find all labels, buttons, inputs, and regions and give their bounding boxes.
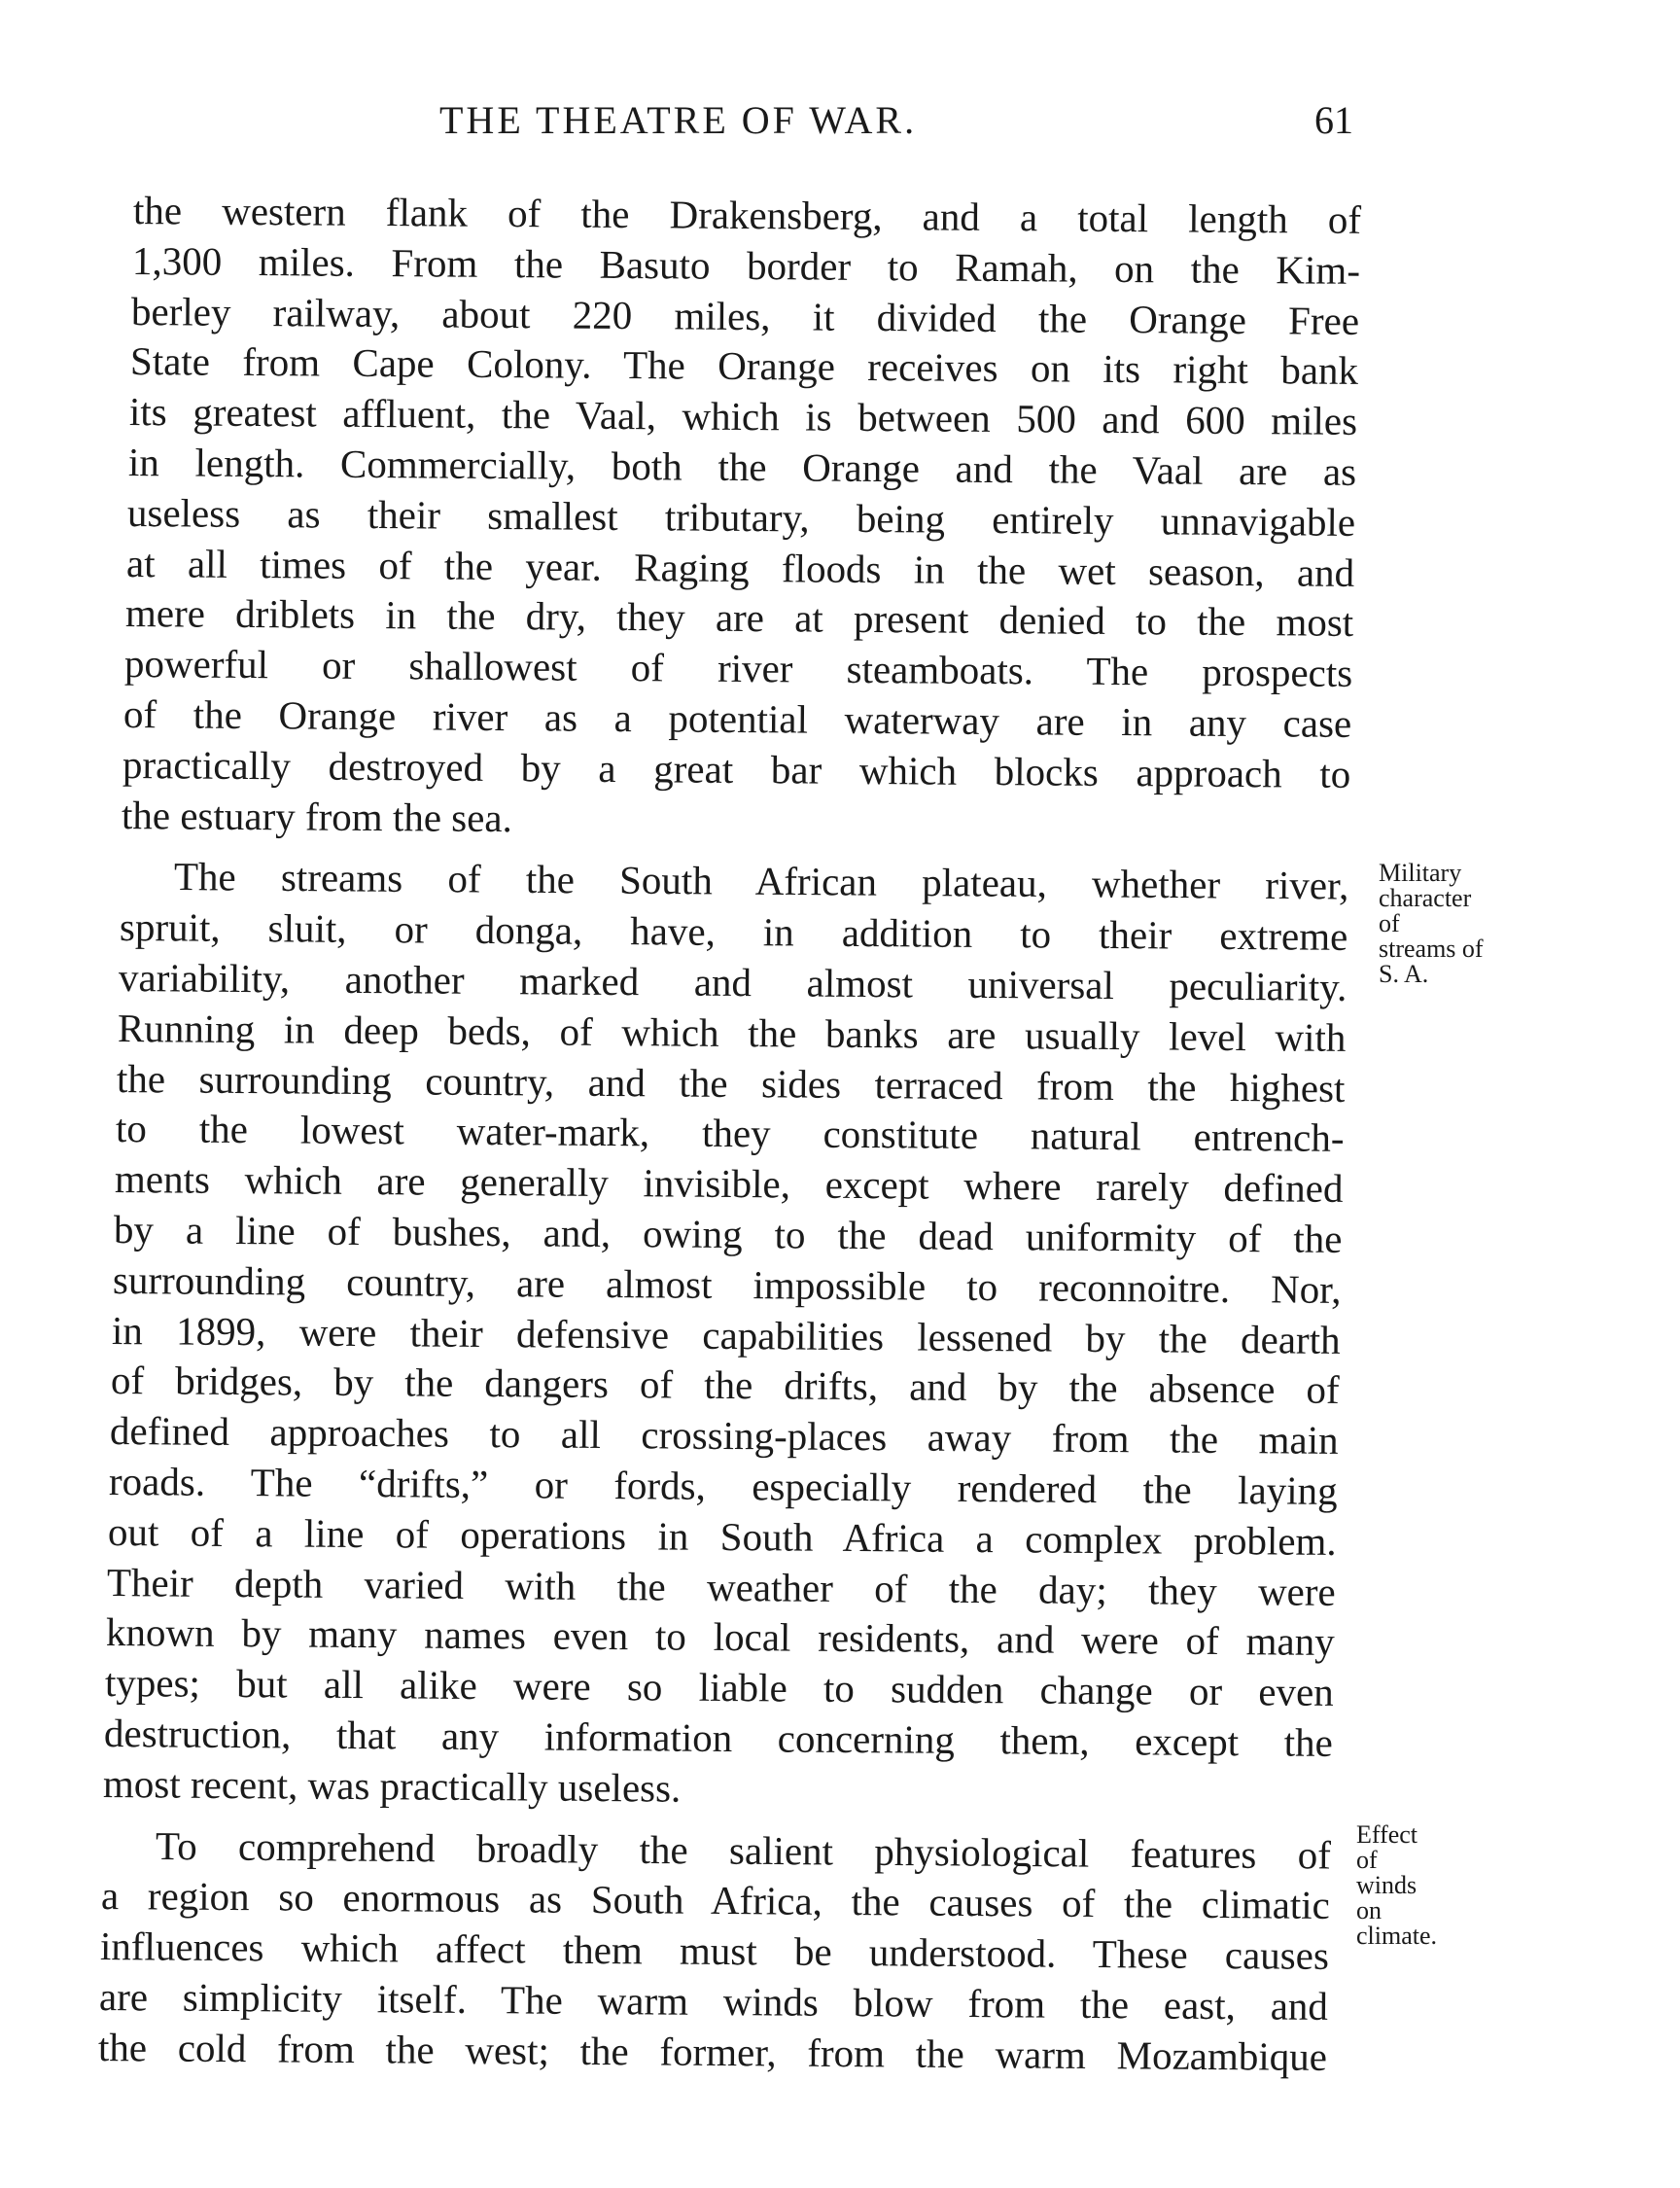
margin-note-line: of	[1356, 1846, 1378, 1874]
text-line: the cold from the west; the former, from the warm Mozambique	[97, 2024, 1328, 2079]
text-line: in 1899, were their defensive capabilities lessened by the dearth	[111, 1307, 1341, 1362]
text-line: The streams of the South African plateau, whether river,	[173, 854, 1349, 908]
margin-note-line: character	[1379, 884, 1472, 912]
text-line: the surrounding country, and the sides terraced from the highest	[116, 1055, 1346, 1111]
text-line: the estuary from the sea.	[121, 792, 513, 840]
text-line: berley railway, about 220 miles, it divided the Orange Free	[130, 288, 1360, 343]
margin-note-line: on	[1356, 1896, 1382, 1924]
text-line: of bridges, by the dangers of the drifts, and by the absence of	[110, 1358, 1340, 1413]
margin-note-line: streams of	[1379, 935, 1484, 963]
text-line: its greatest affluent, the Vaal, which is between 500 and 600 miles	[128, 389, 1358, 444]
text-line: Their depth varied with the weather of the day; they were	[106, 1559, 1336, 1614]
text-line: by a line of bushes, and, owing to the dead uniformity of the	[113, 1207, 1343, 1261]
text-line: spruit, sluit, or donga, have, in addition to their extreme	[119, 904, 1348, 960]
page-number: 61	[1314, 98, 1353, 142]
margin-note-line: Effect	[1356, 1820, 1418, 1849]
text-line: roads. The “drifts,” or fords, especially rendered the laying	[108, 1459, 1338, 1513]
text-line: ments which are generally invisible, except where rarely defined	[114, 1156, 1344, 1212]
text-line: To comprehend broadly the salient physiological features of	[155, 1822, 1332, 1878]
text-line: known by many names even to local residents, and were of many	[105, 1609, 1335, 1665]
margin-note-line: Military	[1379, 859, 1462, 887]
text-line: defined approaches to all crossing-places away from the main	[109, 1408, 1339, 1464]
margin-note-effect-of-winds	[1356, 1822, 1437, 1949]
text-line: Running in deep beds, of which the banks are usually level with	[117, 1005, 1347, 1060]
text-line: types; but all alike were so liable to sudden change or even	[104, 1660, 1334, 1715]
text-line: at all times of the year. Raging floods in the wet season, and	[125, 540, 1355, 595]
text-line: to the lowest water-mark, they constitute natural entrench-	[115, 1106, 1345, 1161]
text-line: out of a line of operations in South Africa a complex problem.	[107, 1508, 1337, 1564]
running-head: THE THEATRE OF WAR.	[439, 98, 918, 142]
text-line: State from Cape Colony. The Orange receives on its right bank	[129, 338, 1359, 394]
text-line: most recent, was practically useless.	[102, 1760, 682, 1811]
text-line: a region so enormous as South Africa, the causes of the climatic	[100, 1873, 1331, 1928]
text-line: are simplicity itself. The warm winds blow from the east, and	[98, 1974, 1329, 2029]
margin-note-line: climate.	[1356, 1922, 1438, 1950]
text-line: variability, another marked and almost universal peculiarity.	[118, 955, 1348, 1009]
text-line: destruction, that any information concerning them, except the	[103, 1711, 1333, 1765]
margin-note-line: S. A.	[1379, 960, 1429, 988]
text-line: 1,300 miles. From the Basuto border to Ramah, on the Kim-	[131, 237, 1361, 293]
text-line: useless as their smallest tributary, being entirely unnavigable	[126, 489, 1356, 545]
text-line: powerful or shallowest of river steamboats. The prospects	[123, 641, 1353, 696]
margin-note-line: winds	[1356, 1871, 1418, 1899]
text-line: the western flank of the Drakensberg, and a total length of	[132, 188, 1362, 242]
margin-note-military-character	[1379, 861, 1484, 987]
text-line: mere driblets in the dry, they are at present denied to the most	[124, 590, 1354, 646]
text-line: surrounding country, are almost impossible to reconnoitre. Nor,	[112, 1256, 1342, 1312]
text-line: practically destroyed by a great bar which blocks approach to	[122, 741, 1351, 796]
margin-note-line: of	[1379, 909, 1400, 937]
text-line: in length. Commercially, both the Orange and the Vaal are as	[127, 440, 1357, 494]
text-line: influences which affect them must be understood. These causes	[99, 1923, 1330, 1979]
text-line: of the Orange river as a potential waterway are in any case	[122, 691, 1352, 746]
